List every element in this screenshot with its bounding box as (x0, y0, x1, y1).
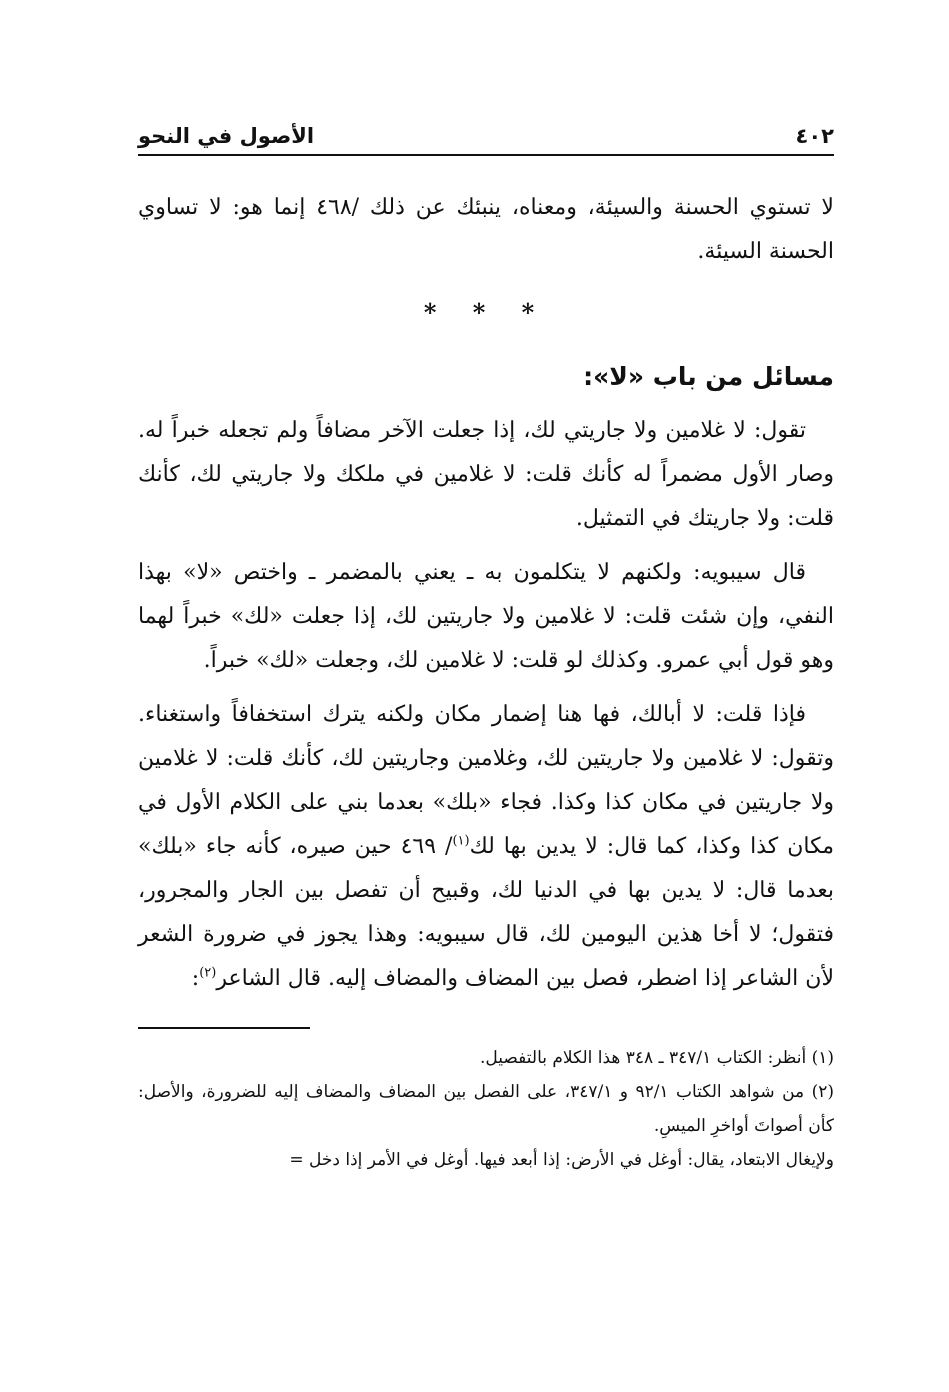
footnote-2: (٢) من شواهد الكتاب ٩٢/١ و ٣٤٧/١، على الفصل بين المضاف والمضاف إليه للضرورة، والأصل: كأن أصواتَ أواخرِ الميسِ. (138, 1082, 834, 1136)
opening-paragraph: لا تستوي الحسنة والسيئة، ومعناه، ينبئك عن ذلك /٤٦٨ إنما هو: لا تساوي الحسنة السيئة. (138, 195, 834, 264)
book-title: الأصول في النحو (138, 124, 315, 148)
section-heading: مسائل من باب «لا»: (583, 362, 834, 391)
running-header (138, 118, 834, 156)
paragraph-3-text-c: : (191, 966, 200, 991)
book-page (138, 118, 834, 1318)
paragraph-3 (138, 693, 834, 1001)
footnote-ref-1: (١) (452, 833, 470, 849)
footnote-2-continuation: ولإيغال الابتعاد، يقال: أوغل في الأرض: إذا أبعد فيها. أوغل في الأمر إذا دخل = (289, 1150, 834, 1170)
section-separator: * * * (423, 298, 549, 327)
paragraph-1: تقول: لا غلامين ولا جاريتي لك، إذا جعلت الآخر مضافاً ولم تجعله خبراً له. وصار الأول مضمراً له كأنك قلت: لا غلامين في ملكك ولا جاريتي لك، كأنك قلت: ولا جاريتك في التمثيل. (138, 418, 834, 531)
footnote-ref-2: (٢) (199, 965, 217, 981)
page-number: ٤٠٢ (795, 124, 834, 148)
footnotes (138, 1041, 834, 1177)
footnote-1: (١) أنظر: الكتاب ٣٤٧/١ ـ ٣٤٨ هذا الكلام بالتفصيل. (480, 1048, 834, 1068)
paragraph-3-text-a: فإذا قلت: لا أبالك، فها هنا إضمار مكان ولكنه يترك استخفافاً واستغناء. وتقول: لا غلامين ولا جاريتين لك، وغلامين وجاريتين لك، كأنك قلت: لا غلامين ولا جاريتين في مكان كذا وكذا. فجاء «بلك» بعدما بني على الكلام الأول في مكان كذا وكذا، كما قال: لا يدين بها لك (138, 702, 835, 859)
paragraph-2: قال سيبويه: ولكنهم لا يتكلمون به ـ يعني بالمضمر ـ واختص «لا» بهذا النفي، وإن شئت قلت: لا غلامين ولا جاريتين لك، إذا جعلت «لك» خبراً لهما وهو قول أبي عمرو. وكذلك لو قلت: لا غلامين لك، وجعلت «لك» خبراً. (138, 560, 834, 673)
paragraph-3-text-b: / ٤٦٩ حين صيره، كأنه جاء «بلك» بعدما قال: لا يدين بها في الدنيا لك، وقبيح أن تفصل بين الجار والمجرور، فتقول؛ لا أخا هذين اليومين لك، قال سيبويه: وهذا يجوز في ضرورة الشعر لأن الشاعر إذا اضطر، فصل بين المضاف والمضاف إليه. قال الشاعر (138, 834, 834, 991)
footnote-divider (138, 1027, 310, 1029)
